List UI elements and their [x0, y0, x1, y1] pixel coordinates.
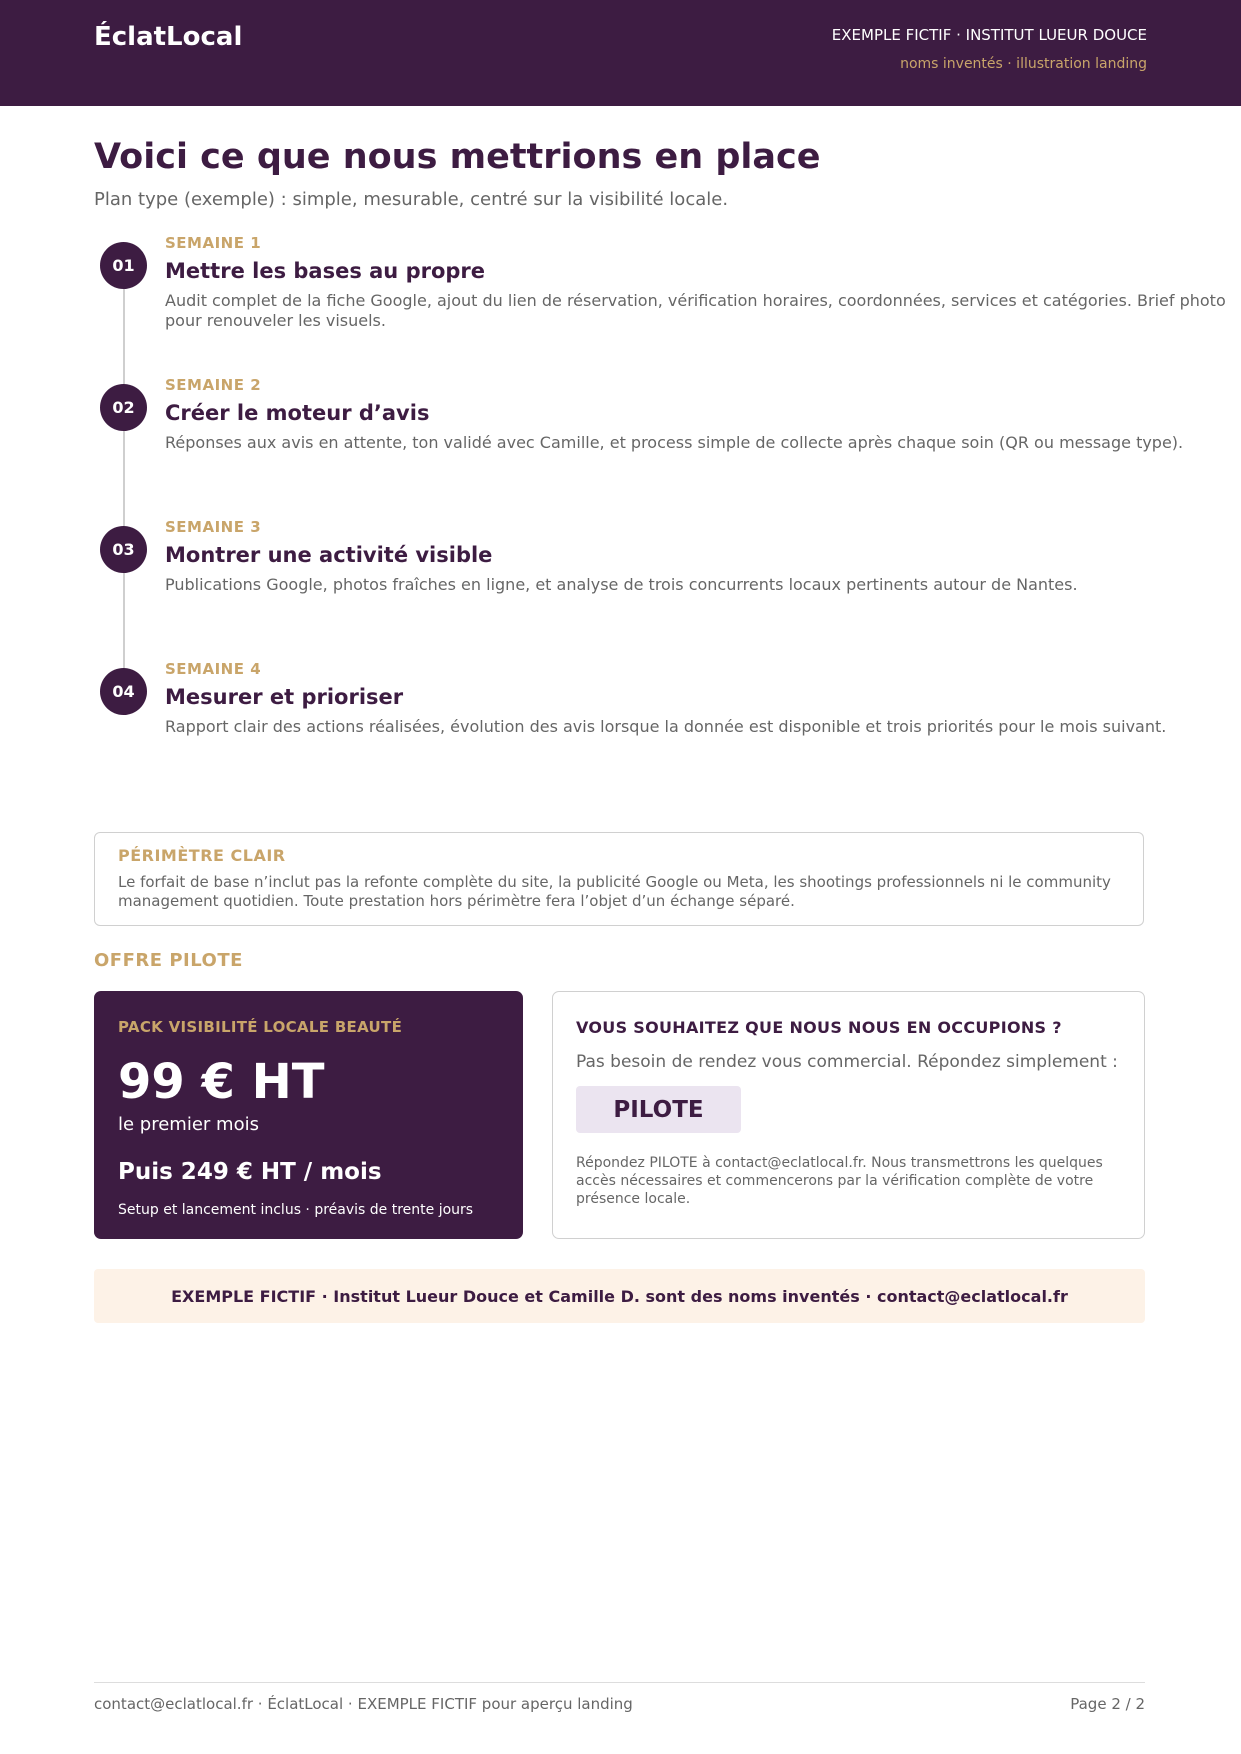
- step-week-label: SEMAINE 2: [165, 376, 262, 394]
- step-description: Audit complet de la fiche Google, ajout du lien de réservation, vérification horaires, coordonnées, services et catégories. Brief photo pour renouveler les visuels.: [165, 291, 1226, 330]
- pack-price-period: le premier mois: [118, 1114, 259, 1135]
- footer-text: contact@eclatlocal.fr · ÉclatLocal · EXEMPLE FICTIF pour aperçu landing: [94, 1695, 633, 1713]
- step-number-badge: 02: [100, 384, 147, 431]
- footer-divider: [94, 1682, 1145, 1683]
- step-description: Réponses aux avis en attente, ton validé avec Camille, et process simple de collecte après chaque soin (QR ou message type).: [165, 433, 1184, 452]
- page-subtitle: Plan type (exemple) : simple, mesurable, centré sur la visibilité locale.: [94, 189, 729, 210]
- cta-title: VOUS SOUHAITEZ QUE NOUS NOUS EN OCCUPIONS ?: [576, 1018, 1062, 1037]
- step-title: Montrer une activité visible: [165, 543, 493, 567]
- cta-lead: Pas besoin de rendez vous commercial. Répondez simplement :: [576, 1052, 1118, 1072]
- offer-section-label: OFFRE PILOTE: [94, 950, 243, 971]
- pack-title: PACK VISIBILITÉ LOCALE BEAUTÉ: [118, 1018, 403, 1036]
- header-subtag: noms inventés · illustration landing: [900, 56, 1147, 72]
- step-number-badge: 03: [100, 526, 147, 573]
- page-title: Voici ce que nous mettrions en place: [94, 137, 821, 177]
- pack-price: 99 € HT: [118, 1054, 325, 1110]
- cta-instructions: Répondez PILOTE à contact@eclatlocal.fr. Nous transmettrons les quelques accès nécessaires et commencerons par la vérification complète de votre présence locale.: [576, 1155, 1103, 1207]
- cta-card: [552, 991, 1145, 1239]
- header-meta: [832, 26, 1147, 72]
- pricing-card: [94, 991, 523, 1239]
- brand-logo: ÉclatLocal: [94, 22, 243, 52]
- cta-keyword-badge: PILOTE: [576, 1086, 741, 1133]
- step-week-label: SEMAINE 1: [165, 234, 262, 252]
- step-title: Mesurer et prioriser: [165, 685, 404, 709]
- timeline-line: [123, 265, 125, 690]
- step-week-label: SEMAINE 3: [165, 518, 262, 536]
- scope-title: PÉRIMÈTRE CLAIR: [118, 846, 286, 865]
- step-description: Publications Google, photos fraîches en ligne, et analyse de trois concurrents locaux pertinents autour de Nantes.: [165, 575, 1078, 594]
- scope-text: Le forfait de base n’inclut pas la refonte complète du site, la publicité Google ou Meta, les shootings professionnels ni le community management quotidien. Toute prestation hors périmètre fera l’objet d’un échange séparé.: [118, 873, 1111, 910]
- step-title: Créer le moteur d’avis: [165, 401, 430, 425]
- pack-setup-note: Setup et lancement inclus · préavis de trente jours: [118, 1202, 474, 1218]
- scope-box: [94, 832, 1144, 926]
- fictional-notice-banner: EXEMPLE FICTIF · Institut Lueur Douce et Camille D. sont des noms inventés · contact@eclatlocal.fr: [94, 1269, 1145, 1323]
- step-number-badge: 04: [100, 668, 147, 715]
- header-tag: EXEMPLE FICTIF · INSTITUT LUEUR DOUCE: [831, 26, 1147, 44]
- step-title: Mettre les bases au propre: [165, 259, 486, 283]
- pack-recurring-price: Puis 249 € HT / mois: [118, 1159, 382, 1185]
- page-header: [0, 0, 1241, 106]
- page-number: Page 2 / 2: [1070, 1695, 1145, 1713]
- step-description: Rapport clair des actions réalisées, évolution des avis lorsque la donnée est disponible et trois priorités pour le mois suivant.: [165, 717, 1167, 736]
- step-week-label: SEMAINE 4: [165, 660, 262, 678]
- step-number-badge: 01: [100, 242, 147, 289]
